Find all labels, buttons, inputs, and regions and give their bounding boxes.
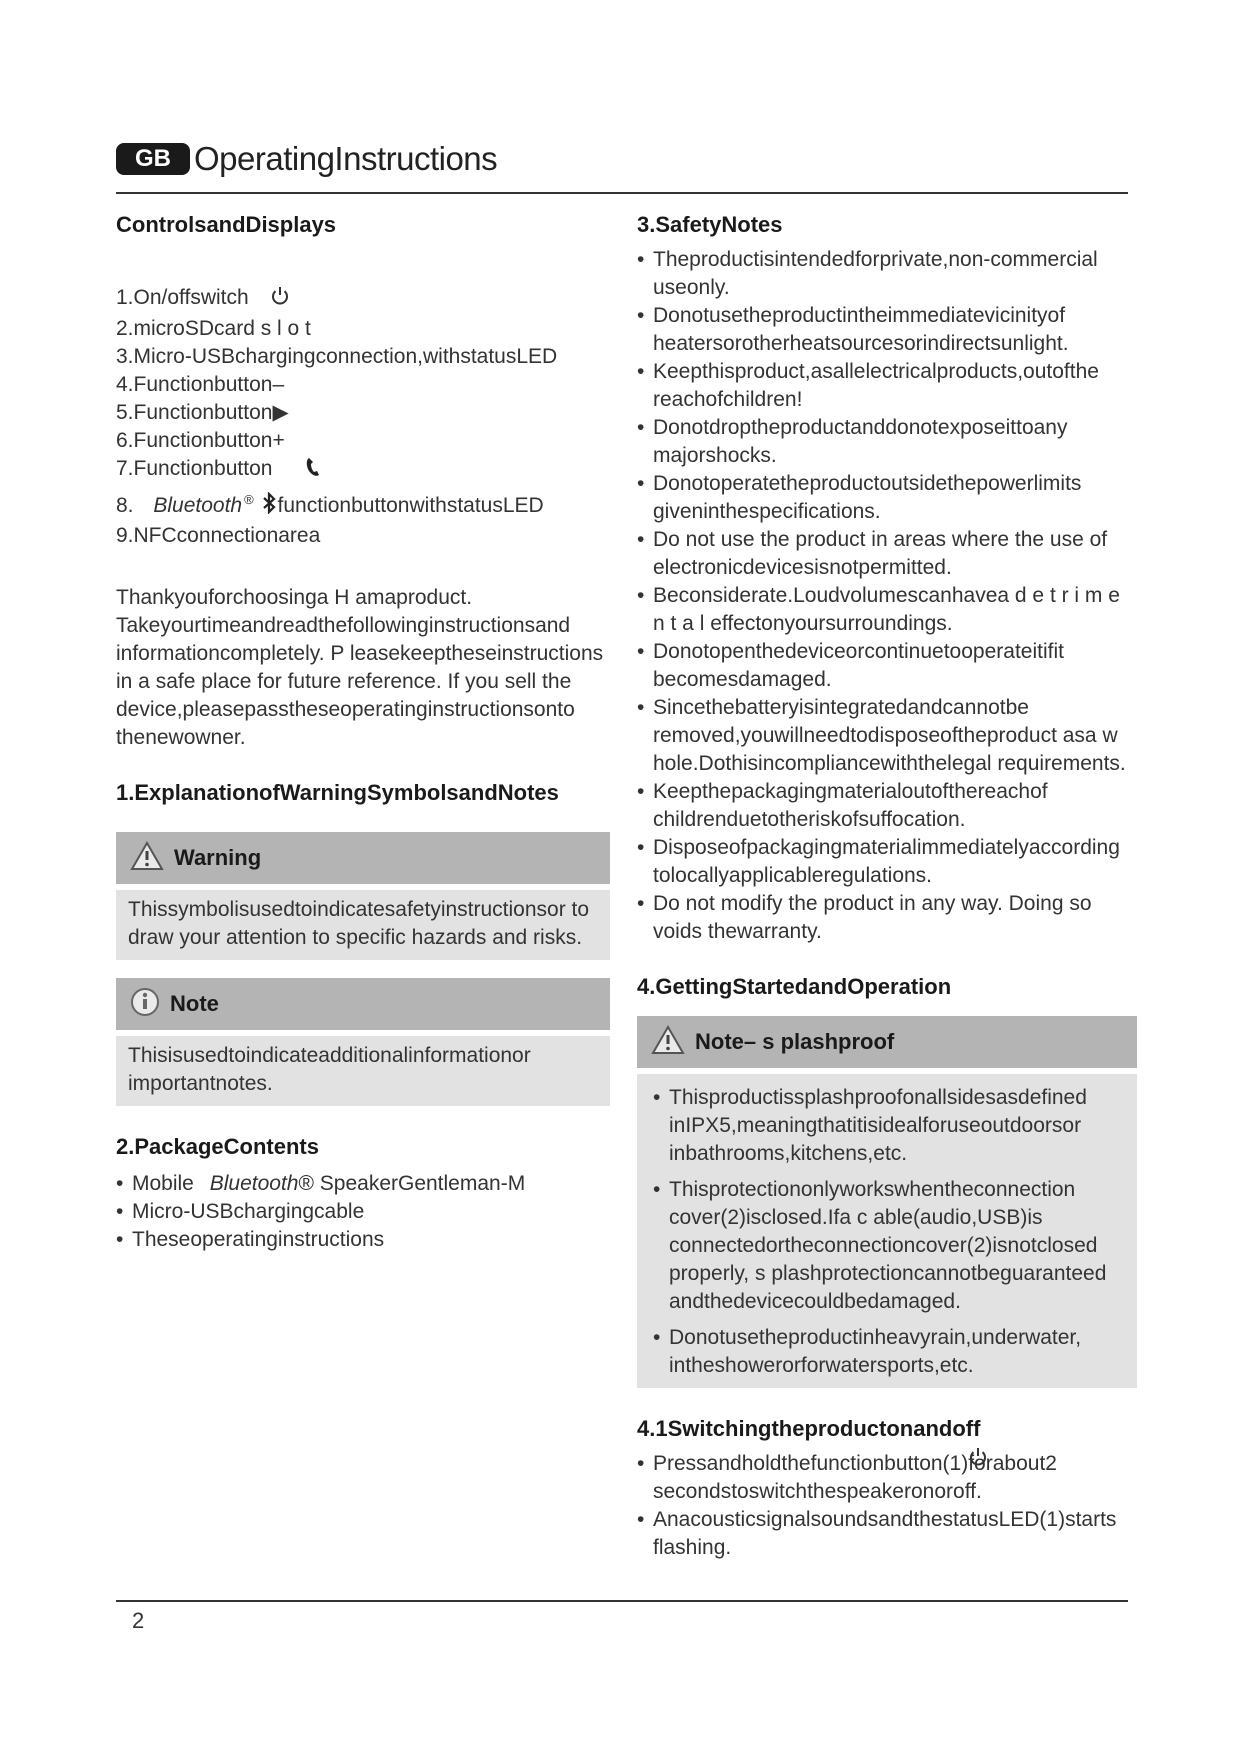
list-item: 4.Functionbutton– xyxy=(116,373,285,396)
splash-box-header xyxy=(637,1016,1137,1068)
note-label: Note xyxy=(170,991,219,1016)
switching-list xyxy=(637,1450,1137,1562)
list-item: • AnacousticsignalsoundsandthestatusLED(1)starts flashing. xyxy=(637,1506,1137,1562)
warning-icon xyxy=(651,1025,685,1060)
list-item: • Do not use the product in areas where the use of electronicdevicesisnotpermitted. xyxy=(637,526,1137,582)
warning-box-header xyxy=(116,832,610,884)
list-item: • Thisproductissplashproofonallsidesasdefined inIPX5,meaningthatitisidealforuseoutdoorsor inbathrooms,kitchens,etc. xyxy=(649,1084,1125,1168)
list-item: 5.Functionbutton▶ xyxy=(116,401,289,424)
page-header xyxy=(116,138,1128,194)
list-item: • Donotopenthedeviceorcontinuetooperateitifit becomesdamaged. xyxy=(637,638,1137,694)
page-number: 2 xyxy=(132,1608,145,1633)
language-badge: GB xyxy=(116,143,190,175)
list-item: 9.NFCconnectionarea xyxy=(116,524,321,547)
info-icon xyxy=(130,987,160,1022)
list-item: 1.On/offswitch xyxy=(116,284,610,315)
footer-divider xyxy=(116,1600,1128,1602)
page-title: OperatingInstructions xyxy=(194,140,498,177)
bluetooth-icon xyxy=(262,492,276,522)
list-item: • Pressandholdthefunctionbutton(1)forabout2 secondstoswitchthespeakeronoroff. xyxy=(637,1450,1137,1506)
bluetooth-italic: Bluetooth xyxy=(153,494,243,517)
list-item: • Donotusetheproductintheimmediatevicinityof heatersorotherheatsourcesorindirectsunlight. xyxy=(637,302,1137,358)
splash-list xyxy=(649,1084,1125,1380)
section4-heading: 4.GettingStartedandOperation xyxy=(637,974,952,999)
power-icon xyxy=(967,1446,989,1476)
list-item: 8. Bluetooth ® functionbuttonwithstatusLED xyxy=(116,486,610,522)
splash-label: Note– s plashproof xyxy=(695,1029,895,1054)
warning-label: Warning xyxy=(174,845,262,870)
controls-heading: ControlsandDisplays xyxy=(116,212,337,237)
list-item: 6.Functionbutton+ xyxy=(116,429,285,452)
right-column xyxy=(637,210,1137,1562)
section1-heading: 1.ExplanationofWarningSymbolsandNotes xyxy=(116,780,559,805)
safety-list xyxy=(637,246,1137,946)
splash-box-body xyxy=(637,1074,1137,1388)
list-item: • Donotdroptheproductanddonotexposeittoany majorshocks. xyxy=(637,414,1137,470)
note-box-header xyxy=(116,978,610,1030)
list-item: • Keepthisproduct,asallelectricalproducts,outofthe reachofchildren! xyxy=(637,358,1137,414)
header-divider xyxy=(116,192,1128,194)
section2-heading: 2.PackageContents xyxy=(116,1134,319,1159)
note-box-text: Thisisusedtoindicateadditionalinformationor importantnotes. xyxy=(116,1036,610,1106)
list-item: 3.Micro-USBchargingconnection,withstatusLED xyxy=(116,345,558,368)
list-item: • Micro-USBchargingcable xyxy=(116,1198,610,1226)
package-list xyxy=(116,1170,610,1254)
list-item: • Beconsiderate.Loudvolumescanhavea d e t r i m e n t a l effectonyoursurroundings. xyxy=(637,582,1137,638)
list-item: • Mobile Bluetooth® SpeakerGentleman-M xyxy=(116,1170,610,1198)
power-icon xyxy=(269,285,291,315)
list-item: • Do not modify the product in any way. Doing so voids thewarranty. xyxy=(637,890,1137,946)
phone-icon xyxy=(304,456,322,486)
list-item: 2.microSDcard s l o t xyxy=(116,317,311,340)
list-item: • Donotusetheproductinheavyrain,underwater, intheshowerorforwatersports,etc. xyxy=(649,1324,1125,1380)
list-item: 7.Functionbutton xyxy=(116,455,610,486)
controls-list xyxy=(116,284,610,550)
warning-box-text: Thissymbolisusedtoindicatesafetyinstructionsor to draw your attention to specific hazards and risks. xyxy=(116,890,610,960)
list-item: • Theproductisintendedforprivate,non-commercial useonly. xyxy=(637,246,1137,302)
intro-paragraph: Thankyouforchoosinga H amaproduct. Takeyourtimeandreadthefollowinginstructionsand informationcompletely. P leasekeeptheseinstructions in a safe place for future reference. If you sell the device,pleasepasstheseoperatinginstructionsonto thenewowner. xyxy=(116,586,604,749)
list-item: • Donotoperatetheproductoutsidethepowerlimits giveninthespecifications. xyxy=(637,470,1137,526)
list-item: • Theseoperatinginstructions xyxy=(116,1226,610,1254)
list-item: • Thisprotectiononlyworkswhentheconnection cover(2)isclosed.Ifa c able(audio,USB)is connectedortheconnectioncover(2)isnotclosed properly, s plashprotectioncannotbeguaranteed andthedevicecouldbedamaged. xyxy=(649,1176,1125,1316)
section3-heading: 3.SafetyNotes xyxy=(637,212,783,237)
list-item: • Sincethebatteryisintegratedandcannotbe removed,youwillneedtodisposeoftheproduct asa w hole.Dothisincompliancewiththelegal requirements. xyxy=(637,694,1137,778)
list-item: • Keepthepackagingmaterialoutofthereachof childrenduetotheriskofsuffocation. xyxy=(637,778,1137,834)
list-item: • Disposeofpackagingmaterialimmediatelyaccording tolocallyapplicableregulations. xyxy=(637,834,1137,890)
left-column xyxy=(116,210,610,1254)
section41-heading: 4.1Switchingtheproductonandoff xyxy=(637,1416,981,1441)
warning-icon xyxy=(130,841,164,876)
